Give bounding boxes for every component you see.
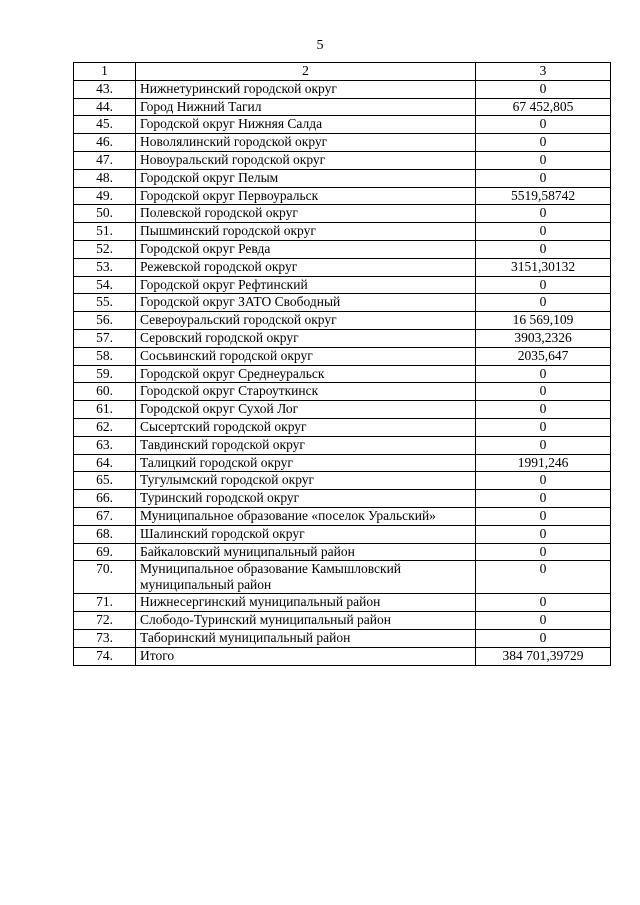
value-cell: 0 — [476, 401, 611, 419]
municipality-name-cell: Городской округ Рефтинский — [136, 276, 476, 294]
value-cell: 0 — [476, 116, 611, 134]
value-cell: 16 569,109 — [476, 312, 611, 330]
row-number-cell: 60. — [74, 383, 136, 401]
row-number-cell: 53. — [74, 258, 136, 276]
row-number-cell: 52. — [74, 240, 136, 258]
row-number-cell: 46. — [74, 134, 136, 152]
value-cell: 0 — [476, 436, 611, 454]
table-row — [74, 472, 611, 490]
row-number-cell: 74. — [74, 647, 136, 665]
municipality-name-cell: Талицкий городской округ — [136, 454, 476, 472]
municipality-name-cell: Городской округ Сухой Лог — [136, 401, 476, 419]
municipality-name-cell: Городской округ Пелым — [136, 169, 476, 187]
value-cell: 0 — [476, 169, 611, 187]
table-row — [74, 507, 611, 525]
page-number: 5 — [316, 38, 324, 53]
municipality-name-cell: Сосьвинский городской округ — [136, 347, 476, 365]
table-row — [74, 169, 611, 187]
row-number-cell: 64. — [74, 454, 136, 472]
municipality-name-cell: Серовский городской округ — [136, 329, 476, 347]
municipality-name-cell: Режевской городской округ — [136, 258, 476, 276]
municipality-name-cell: Итого — [136, 647, 476, 665]
table-row — [74, 80, 611, 98]
municipality-name-cell: Тугулымский городской округ — [136, 472, 476, 490]
table-row — [74, 347, 611, 365]
table-row — [74, 383, 611, 401]
table-row — [74, 312, 611, 330]
row-number-cell: 72. — [74, 612, 136, 630]
table-row — [74, 647, 611, 665]
municipality-name-cell: Городской округ Ревда — [136, 240, 476, 258]
row-number-cell: 44. — [74, 98, 136, 116]
value-cell: 0 — [476, 205, 611, 223]
row-number-cell: 45. — [74, 116, 136, 134]
table-header-row — [74, 63, 611, 81]
row-number-cell: 59. — [74, 365, 136, 383]
value-cell: 67 452,805 — [476, 98, 611, 116]
value-cell: 0 — [476, 490, 611, 508]
table-row — [74, 629, 611, 647]
value-cell: 0 — [476, 276, 611, 294]
row-number-cell: 58. — [74, 347, 136, 365]
table-row — [74, 258, 611, 276]
row-number-cell: 51. — [74, 223, 136, 241]
row-number-cell: 61. — [74, 401, 136, 419]
table-row — [74, 490, 611, 508]
value-cell: 0 — [476, 594, 611, 612]
value-cell: 0 — [476, 134, 611, 152]
row-number-cell: 55. — [74, 294, 136, 312]
row-number-cell: 68. — [74, 525, 136, 543]
value-cell: 0 — [476, 223, 611, 241]
value-cell: 3903,2326 — [476, 329, 611, 347]
table-row — [74, 205, 611, 223]
municipality-name-cell: Тавдинский городской округ — [136, 436, 476, 454]
municipality-name-cell: Туринский городской округ — [136, 490, 476, 508]
table-row — [74, 294, 611, 312]
municipality-name-cell: Таборинский муниципальный район — [136, 629, 476, 647]
row-number-cell: 70. — [74, 561, 136, 594]
row-number-cell: 66. — [74, 490, 136, 508]
municipality-name-cell: Муниципальное образование «поселок Уральский» — [136, 507, 476, 525]
table-row — [74, 454, 611, 472]
table-row — [74, 594, 611, 612]
row-number-cell: 62. — [74, 418, 136, 436]
table-row — [74, 151, 611, 169]
value-cell: 0 — [476, 418, 611, 436]
value-cell: 5519,58742 — [476, 187, 611, 205]
value-cell: 0 — [476, 240, 611, 258]
value-cell: 0 — [476, 383, 611, 401]
row-number-cell: 50. — [74, 205, 136, 223]
value-cell: 1991,246 — [476, 454, 611, 472]
municipality-name-cell: Слободо-Туринский муниципальный район — [136, 612, 476, 630]
table-row — [74, 543, 611, 561]
municipality-name-cell: Городской округ Староуткинск — [136, 383, 476, 401]
municipality-name-cell: Полевской городской округ — [136, 205, 476, 223]
municipality-name-cell: Нижнесергинский муниципальный район — [136, 594, 476, 612]
row-number-cell: 48. — [74, 169, 136, 187]
value-cell: 0 — [476, 472, 611, 490]
municipality-name-cell: Шалинский городской округ — [136, 525, 476, 543]
value-cell: 0 — [476, 561, 611, 594]
header-cell-number: 1 — [74, 63, 136, 81]
table-row — [74, 436, 611, 454]
municipality-name-cell: Городской округ Среднеуральск — [136, 365, 476, 383]
table-row — [74, 276, 611, 294]
value-cell: 384 701,39729 — [476, 647, 611, 665]
municipality-name-cell: Нижнетуринский городской округ — [136, 80, 476, 98]
row-number-cell: 47. — [74, 151, 136, 169]
row-number-cell: 63. — [74, 436, 136, 454]
value-cell: 2035,647 — [476, 347, 611, 365]
municipality-name-cell: Городской округ ЗАТО Свободный — [136, 294, 476, 312]
table-row — [74, 240, 611, 258]
value-cell: 0 — [476, 294, 611, 312]
row-number-cell: 67. — [74, 507, 136, 525]
row-number-cell: 73. — [74, 629, 136, 647]
value-cell: 0 — [476, 629, 611, 647]
municipality-name-cell: Североуральский городской округ — [136, 312, 476, 330]
table-row — [74, 98, 611, 116]
table-row — [74, 561, 611, 594]
table-row — [74, 525, 611, 543]
municipality-name-cell: Городской округ Первоуральск — [136, 187, 476, 205]
value-cell: 0 — [476, 612, 611, 630]
row-number-cell: 43. — [74, 80, 136, 98]
table-row — [74, 365, 611, 383]
table-row — [74, 329, 611, 347]
data-table — [73, 62, 611, 666]
row-number-cell: 49. — [74, 187, 136, 205]
value-cell: 0 — [476, 151, 611, 169]
row-number-cell: 71. — [74, 594, 136, 612]
municipality-name-cell: Городской округ Нижняя Салда — [136, 116, 476, 134]
table-row — [74, 612, 611, 630]
value-cell: 0 — [476, 365, 611, 383]
municipality-name-cell: Город Нижний Тагил — [136, 98, 476, 116]
value-cell: 0 — [476, 525, 611, 543]
header-cell-value: 3 — [476, 63, 611, 81]
value-cell: 0 — [476, 507, 611, 525]
value-cell: 3151,30132 — [476, 258, 611, 276]
row-number-cell: 56. — [74, 312, 136, 330]
table-row — [74, 187, 611, 205]
table-row — [74, 418, 611, 436]
municipality-name-cell: Пышминский городской округ — [136, 223, 476, 241]
table-row — [74, 401, 611, 419]
row-number-cell: 65. — [74, 472, 136, 490]
municipality-name-cell: Новолялинский городской округ — [136, 134, 476, 152]
header-cell-name: 2 — [136, 63, 476, 81]
row-number-cell: 57. — [74, 329, 136, 347]
municipality-name-cell: Новоуральский городской округ — [136, 151, 476, 169]
municipality-name-cell: Муниципальное образование Камышловский муниципальный район — [136, 561, 476, 594]
municipality-name-cell: Байкаловский муниципальный район — [136, 543, 476, 561]
value-cell: 0 — [476, 80, 611, 98]
municipality-name-cell: Сысертский городской округ — [136, 418, 476, 436]
row-number-cell: 69. — [74, 543, 136, 561]
table-row — [74, 223, 611, 241]
value-cell: 0 — [476, 543, 611, 561]
table-row — [74, 116, 611, 134]
table-row — [74, 134, 611, 152]
row-number-cell: 54. — [74, 276, 136, 294]
